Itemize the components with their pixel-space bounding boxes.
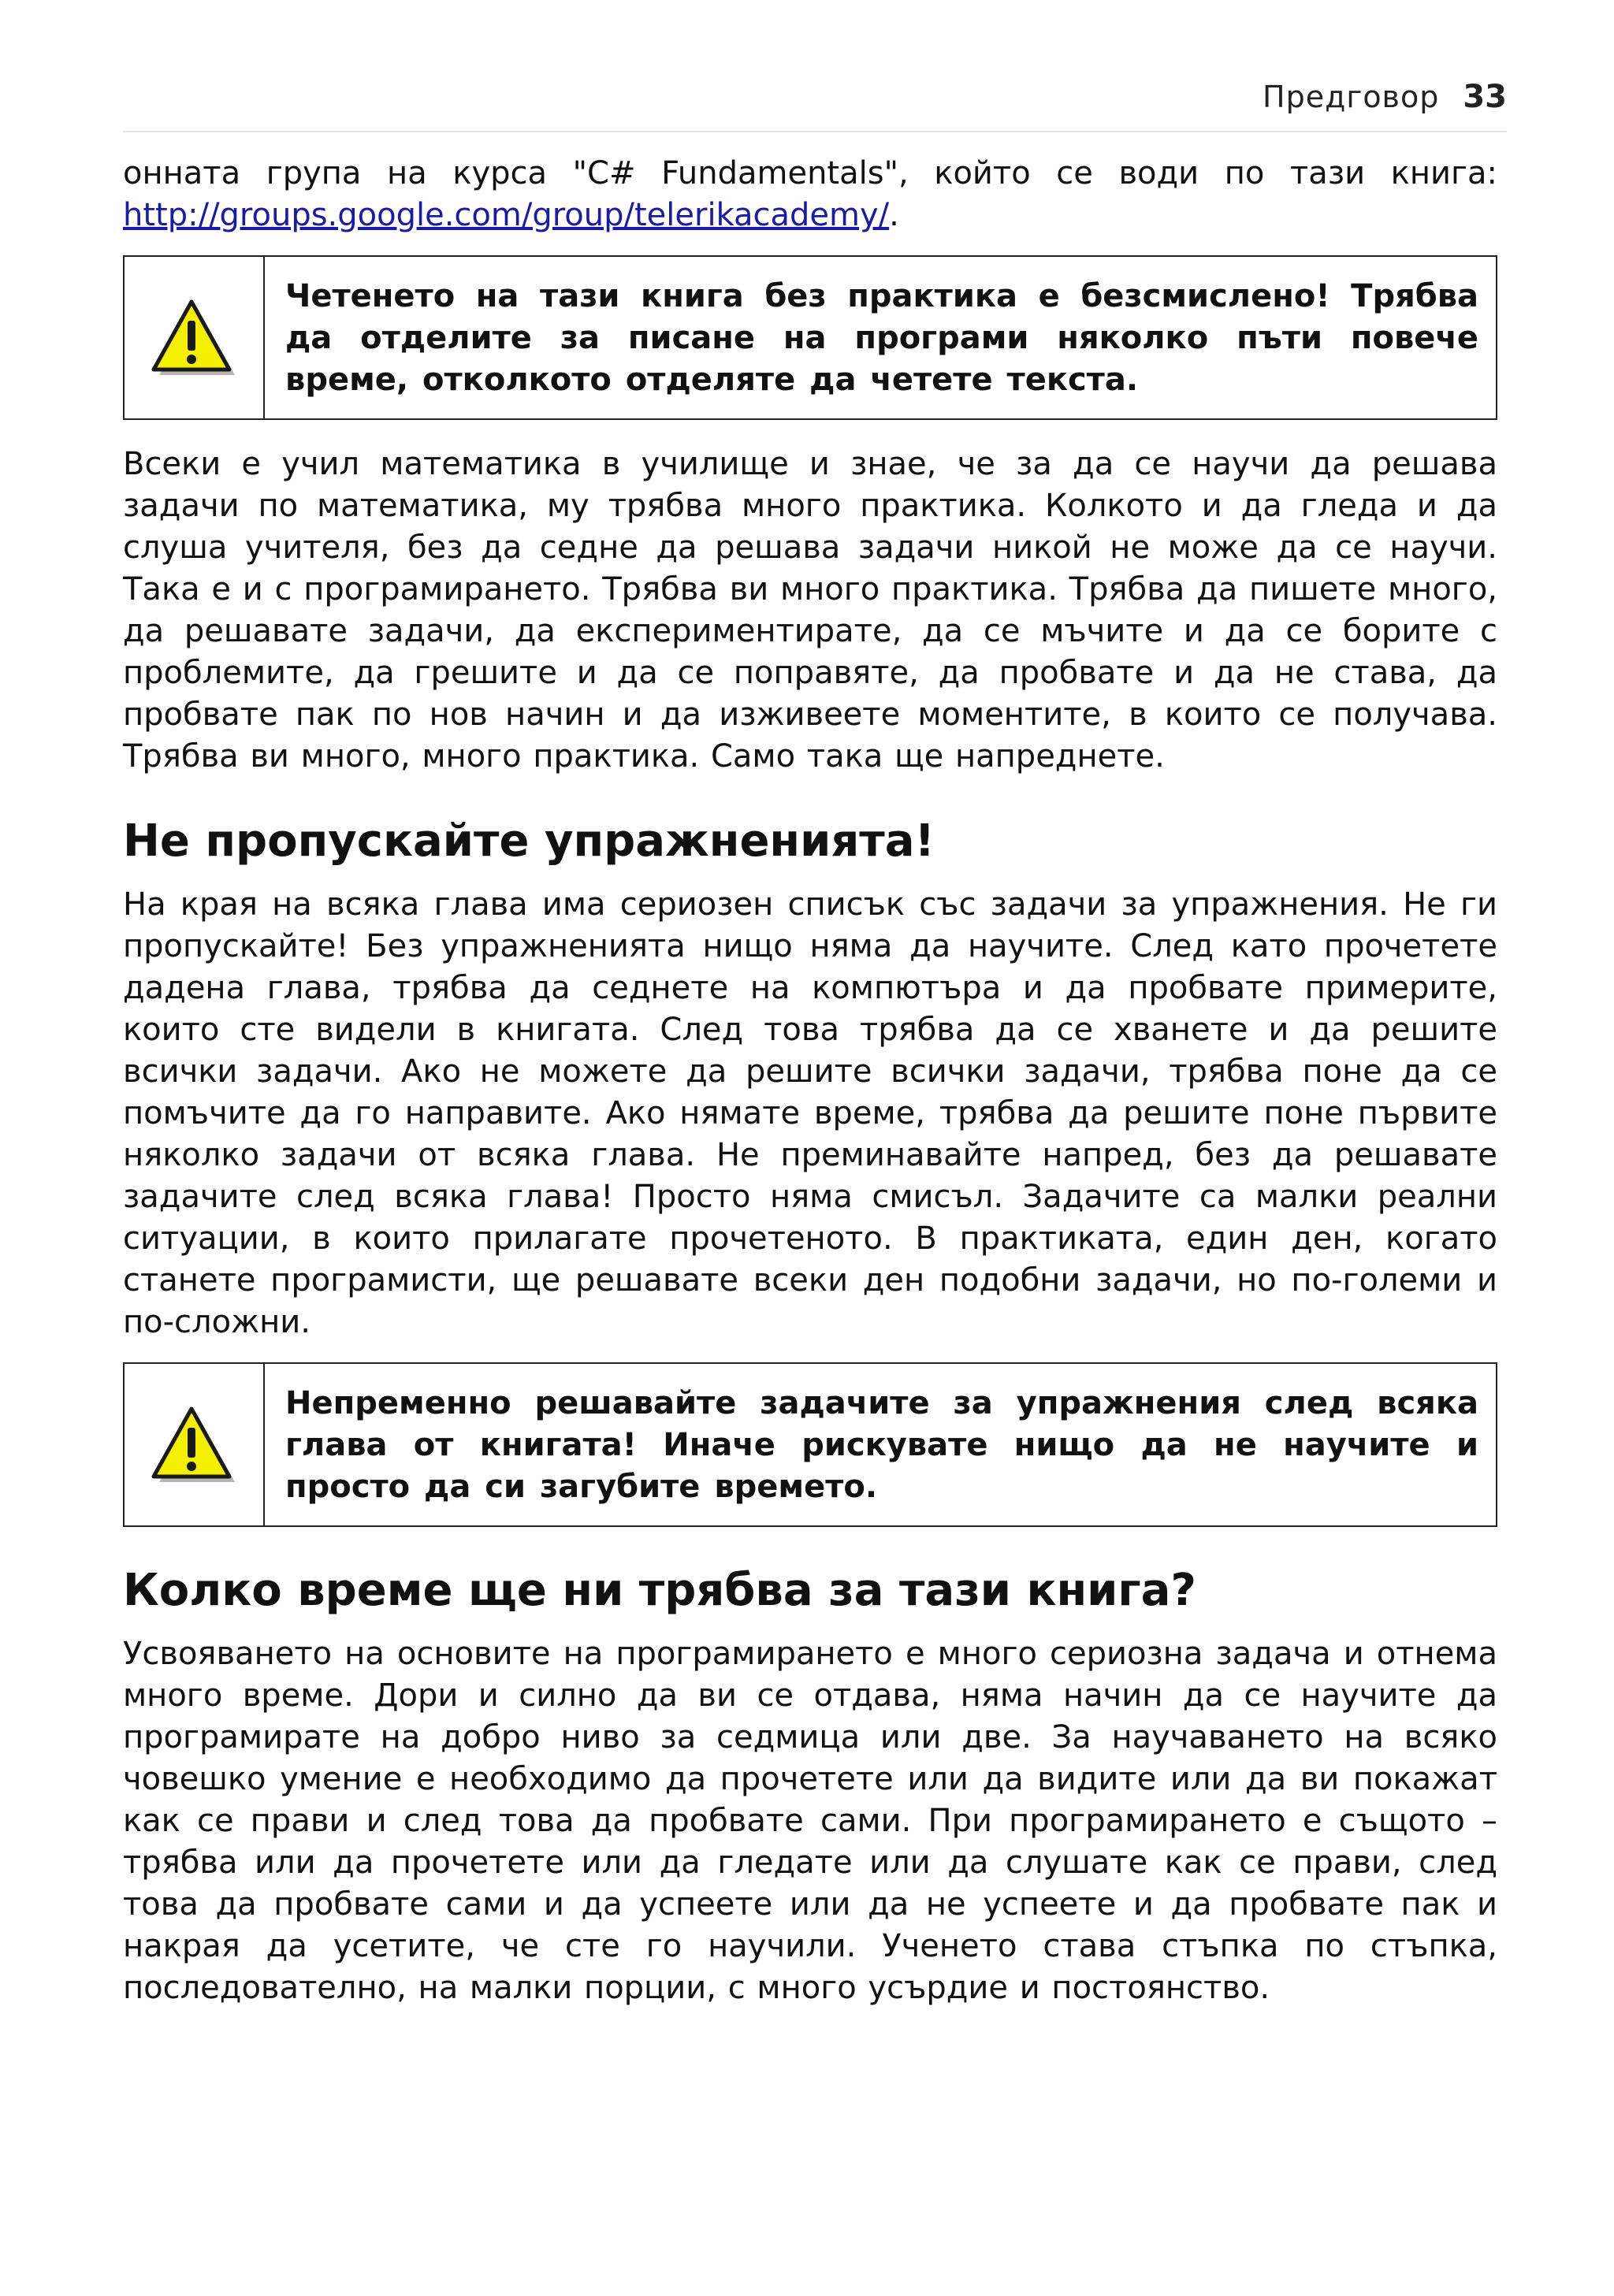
warning-icon-cell [125, 1364, 265, 1525]
warning-icon-cell [125, 257, 265, 418]
warning-text-exercises: Непременно решавайте задачите за упражнения след всяка глава от книгата! Иначе рискувате нищо да не научите и просто да си загубите времето. [285, 1385, 1478, 1505]
warning-icon [150, 1405, 238, 1485]
warning-box-reading [123, 255, 1497, 420]
book-page [123, 79, 1507, 2009]
intro-after-link: . [889, 197, 899, 233]
group-link[interactable]: http://groups.google.com/group/telerikacademy/ [123, 197, 890, 233]
time-paragraph: Усвояването на основите на програмирането е много сериозна задача и отнема много време. Дори и силно да ви се отдава, няма начин да се научите да програмирате на добро ниво за седмица или две. За научаването на всяко човешко умение е необходимо да прочетете или да видите или да ви покажат как се прави и след това да пробвате сами. При програмирането е същото – трябва или да прочетете или да гледате или да слушате как се прави, след това да пробвате сами и да успеете или да не успеете и да пробвате пак и накрая да усетите, че сте го научили. Ученето става стъпка по стъпка, последователно, на малки порции, с много усърдие и постоянство. [123, 1636, 1497, 2006]
running-header-section: Предговор [1263, 80, 1440, 114]
running-header [123, 79, 1507, 132]
intro-text: онната група на курса "C# Fundamentals", който се води по тази книга: [123, 155, 1497, 191]
warning-icon [150, 298, 238, 378]
warning-text-reading: Четенето на тази книга без практика е безсмислено! Трябва да отделите за писане на програми няколко пъти повече време, отколкото отделяте да четете текста. [285, 278, 1478, 398]
page-number: 33 [1463, 79, 1507, 115]
practice-paragraph: Всеки е учил математика в училище и знае, че за да се научи да решава задачи по математика, му трябва много практика. Колкото и да гледа и да слуша учителя, без да седне да решава задачи никой не може да се научи. Така е и с програмирането. Трябва ви много практика. Трябва да пишете много, да решавате задачи, да експериментирате, да се мъчите и да се борите с проблемите, да грешите и да се поправяте, да пробвате и да не става, да пробвате пак по нов начин и да изживеете моментите, в които се получава. Трябва ви много, много практика. Само така ще напреднете. [123, 446, 1497, 775]
heading-time: Колко време ще ни трябва за тази книга? [123, 1565, 1196, 1616]
warning-box-exercises [123, 1362, 1497, 1527]
heading-exercises: Не пропускайте упражненията! [123, 815, 935, 867]
exercises-paragraph: На края на всяка глава има сериозен списък със задачи за упражнения. Не ги пропускайте! Без упражненията нищо няма да научите. След като прочетете дадена глава, трябва да седнете на компютъра и да пробвате примерите, които сте видели в книгата. След това трябва да се хванете и да решите всички задачи. Ако не можете да решите всички задачи, трябва поне да се помъчите да го направите. Ако нямате време, трябва да решите поне първите няколко задачи от всяка глава. Не преминавайте напред, без да решавате задачите след всяка глава! Просто няма смисъл. Задачите са малки реални ситуации, в които прилагате прочетеното. В практиката, един ден, когато станете програмисти, ще решавате всеки ден подобни задачи, но по-големи и по-сложни. [123, 886, 1497, 1340]
intro-paragraph [123, 153, 1497, 236]
